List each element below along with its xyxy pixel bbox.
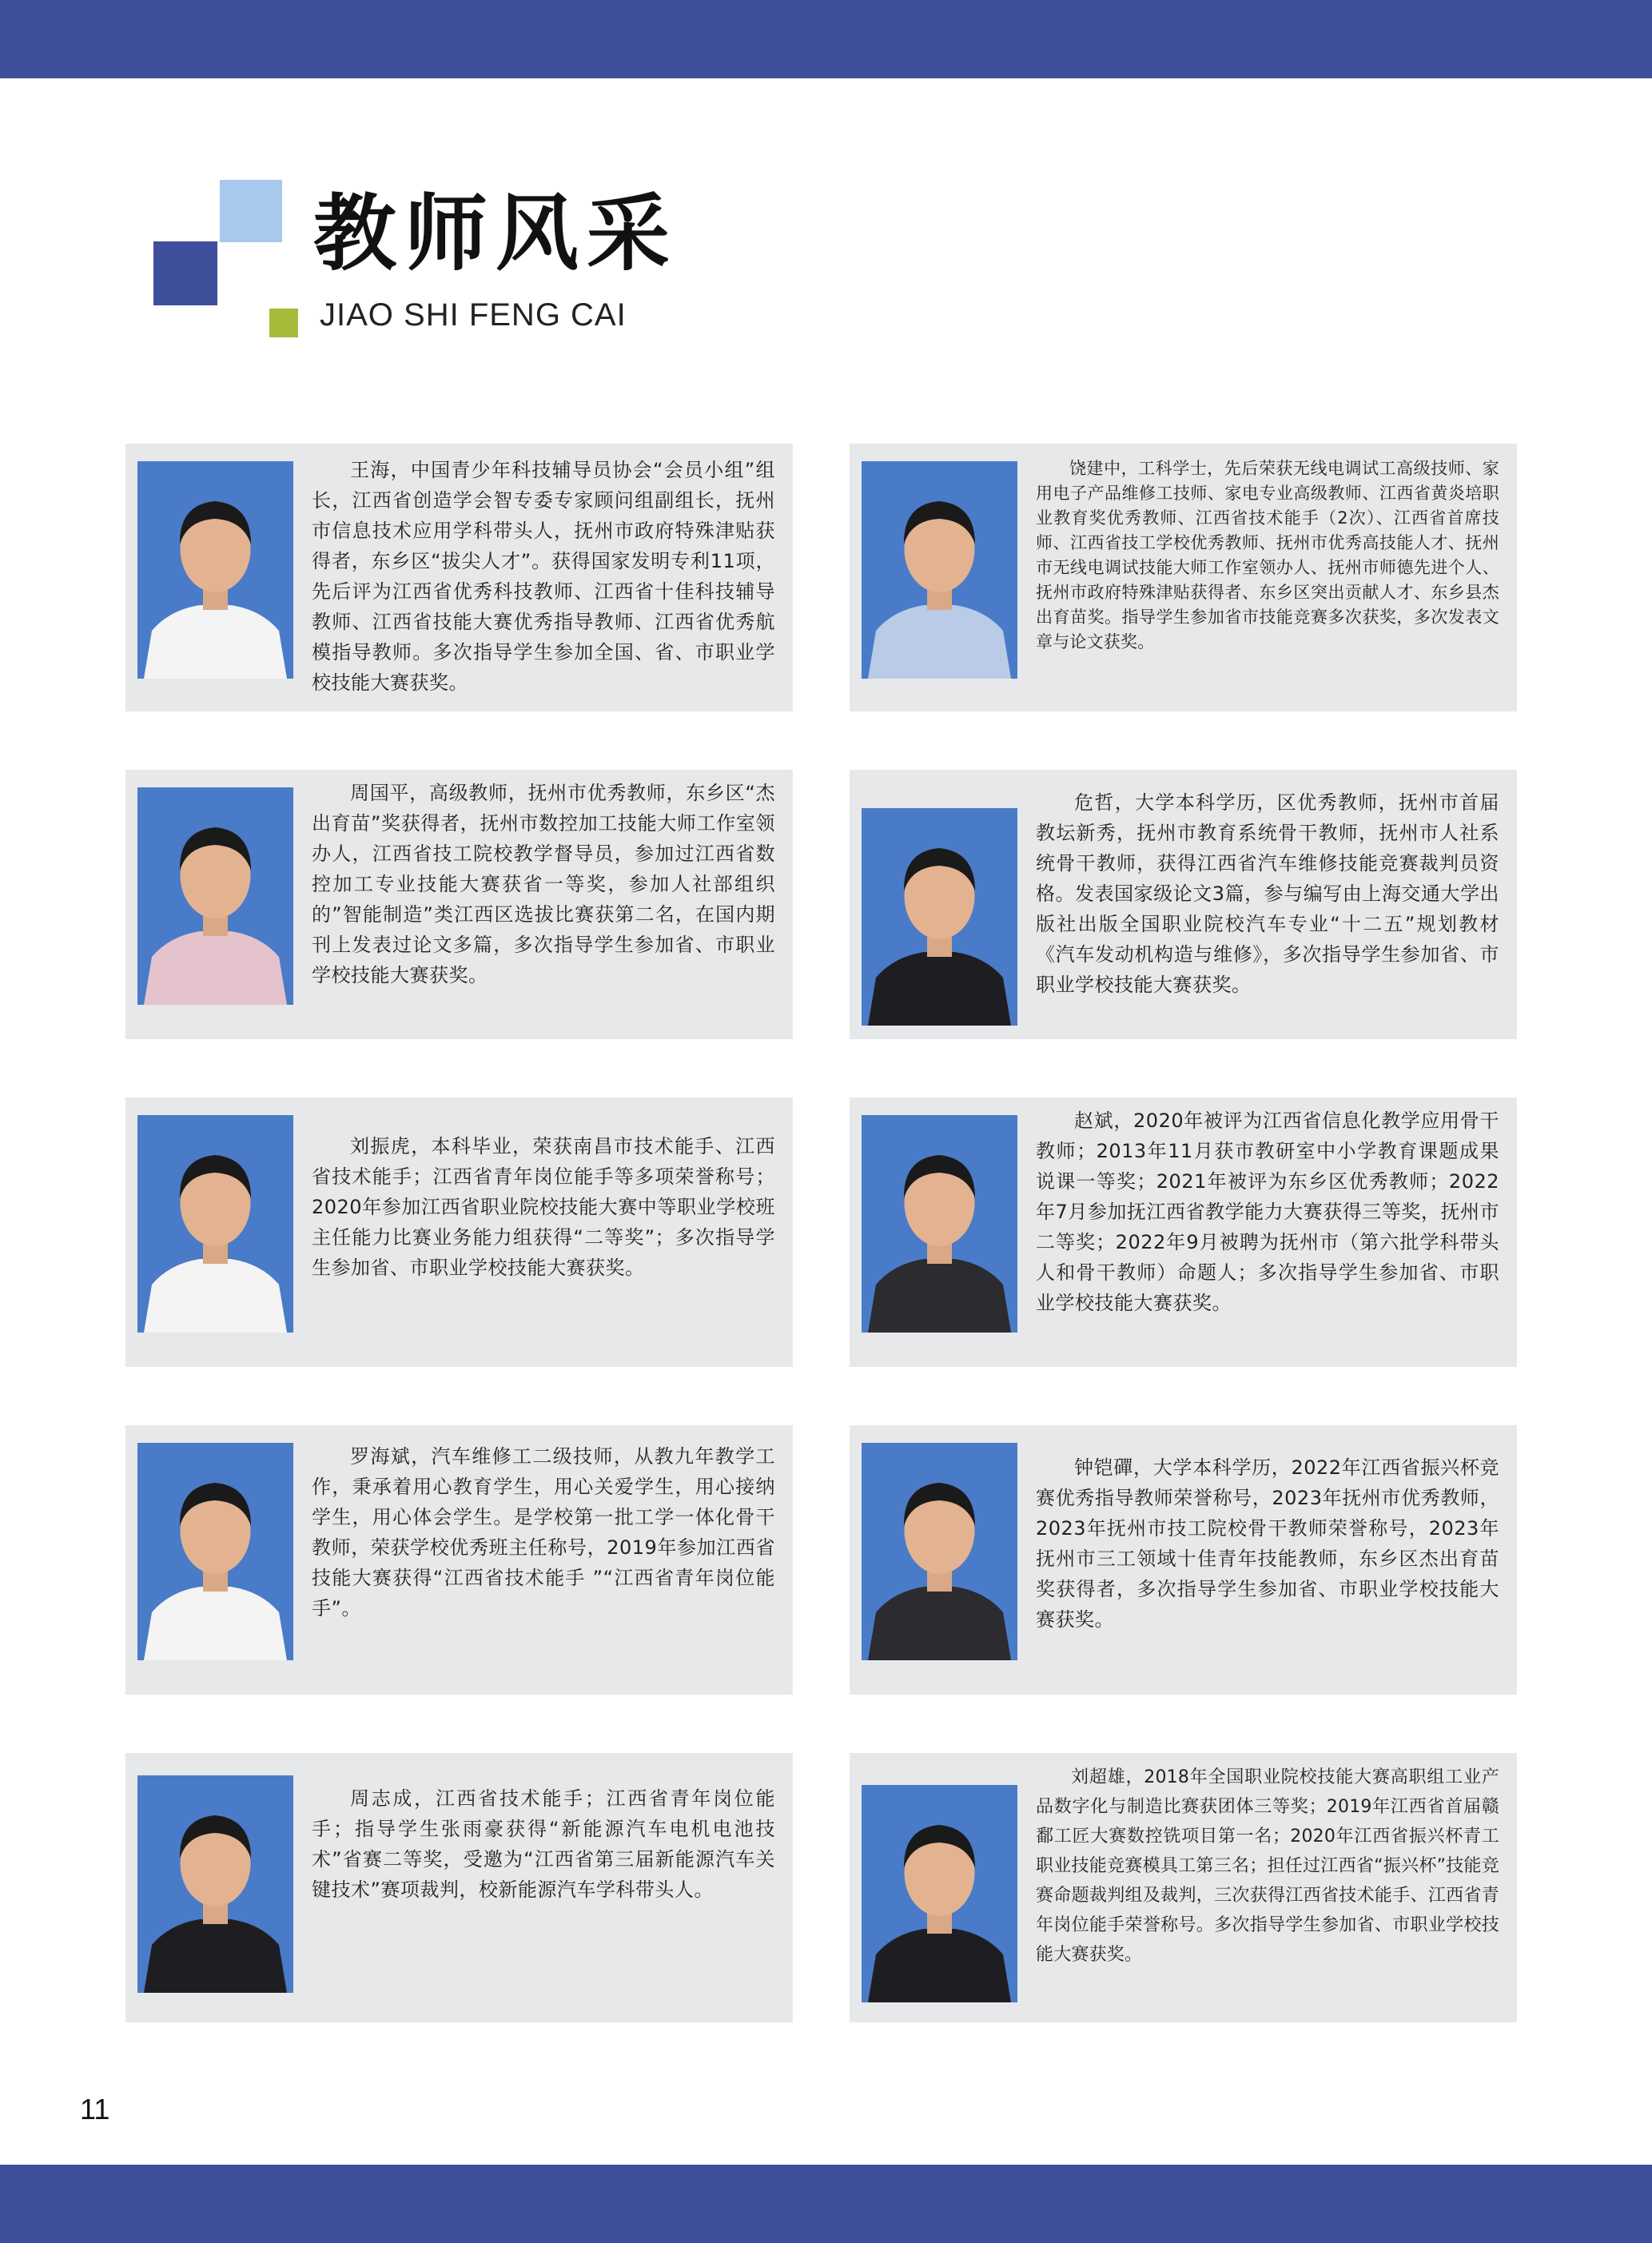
teacher-bio: 刘振虎，本科毕业，荣获南昌市技术能手、江西省技术能手；江西省青年岗位能手等多项荣誉称号；2020年参加江西省职业院校技能大赛中等职业学校班主任能力比赛业务能力组获得“二等奖”；多次指导学生参加省、市职业学校技能大赛获奖。 [312,1135,775,1279]
teacher-bio: 刘超雄，2018年全国职业院校技能大赛高职组工业产品数字化与制造比赛获团体三等奖；2019年江西省首届赣鄱工匠大赛数控铣项目第一名；2020年江西省振兴杯青工职业技能竞赛模具工第三名；担任过江西省“振兴杯”技能竞赛命题裁判组及裁判，三次获得江西省技术能手、江西省青年岗位能手荣誉称号。多次指导学生参加省、市职业学校技能大赛获奖。 [1036,1767,1499,1965]
teacher-card [850,1425,1517,1695]
decor-square-green [269,309,298,337]
teacher-card [850,444,1517,711]
teacher-card [125,444,793,711]
teacher-bio: 罗海斌，汽车维修工二级技师，从教九年教学工作，秉承着用心教育学生，用心关爱学生，用心接纳学生，用心体会学生。是学校第一批工学一体化骨干教师，荣获学校优秀班主任称号，2019年参加江西省技能大赛获得“江西省技术能手 ”“江西省青年岗位能手”。 [312,1445,775,1620]
decor-square-dark [153,241,217,305]
teacher-bio: 赵斌，2020年被评为江西省信息化教学应用骨干教师；2013年11月获市教研室中小学教育课题成果说课一等奖；2021年被评为东乡区优秀教师；2022年7月参加抚江西省教学能力大赛获得三等奖，抚州市二等奖；2022年9月被聘为抚州市（第六批学科带头人和骨干教师）命题人；多次指导学生参加省、市职业学校技能大赛获奖。 [1036,1110,1499,1314]
page-title: 教师风采 [313,185,679,282]
teacher-card [850,1753,1517,2022]
top-band [0,0,1652,78]
decor-square-light [220,180,282,242]
teacher-card [125,1098,793,1367]
teacher-photo [862,1115,1017,1333]
teacher-photo [137,461,293,679]
teacher-card [850,770,1517,1039]
teacher-photo [862,1785,1017,2002]
teacher-photo [862,461,1017,679]
teacher-photo [137,1443,293,1660]
teacher-photo [137,1775,293,1993]
teacher-card [125,1425,793,1695]
teacher-bio: 危哲，大学本科学历，区优秀教师，抚州市首届教坛新秀，抚州市教育系统骨干教师，抚州市人社系统骨干教师，获得江西省汽车维修技能竞赛裁判员资格。发表国家级论文3篇，参与编写由上海交通大学出版社出版全国职业院校汽车专业“十二五”规划教材《汽车发动机构造与维修》，多次指导学生参加省、市职业学校技能大赛获奖。 [1036,791,1499,996]
teacher-bio: 饶建中，工科学士，先后荣获无线电调试工高级技师、家用电子产品维修工技师、家电专业高级教师、江西省黄炎培职业教育奖优秀教师、江西省技术能手（2次）、江西省首席技师、江西省技工学校优秀教师、抚州市优秀高技能人才、抚州市无线电调试技能大师工作室领办人、抚州市师德先进个人、抚州市政府特殊津贴获得者、东乡区突出贡献人才、东乡县杰出育苗奖。指导学生参加省市技能竞赛多次获奖，多次发表文章与论文获奖。 [1036,459,1499,651]
bottom-band [0,2165,1652,2243]
teacher-photo [862,1443,1017,1660]
page-subtitle: JIAO SHI FENG CAI [320,297,627,333]
teacher-photo [137,1115,293,1333]
teacher-photo [862,808,1017,1026]
teacher-photo [137,787,293,1005]
teacher-card [125,1753,793,2022]
teacher-card [850,1098,1517,1367]
teacher-bio: 王海，中国青少年科技辅导员协会“会员小组”组长，江西省创造学会智专委专家顾问组副组长，抚州市信息技术应用学科带头人，抚州市政府特殊津贴获得者，东乡区“拔尖人才”。获得国家发明专利11项，先后评为江西省优秀科技教师、江西省十佳科技辅导教师、江西省技能大赛优秀指导教师、江西省优秀航模指导教师。多次指导学生参加全国、省、市职业学校技能大赛获奖。 [312,459,775,694]
teacher-bio: 周志成，江西省技术能手；江西省青年岗位能手；指导学生张雨豪获得“新能源汽车电机电池技术”省赛二等奖，受邀为“江西省第三届新能源汽车关键技术”赛项裁判，校新能源汽车学科带头人。 [312,1787,775,1901]
teacher-card [125,770,793,1039]
teacher-bio: 钟铠磾，大学本科学历，2022年江西省振兴杯竞赛优秀指导教师荣誉称号，2023年抚州市优秀教师，2023年抚州市技工院校骨干教师荣誉称号，2023年抚州市三工领域十佳青年技能教师，东乡区杰出育苗奖获得者，多次指导学生参加省、市职业学校技能大赛获奖。 [1036,1456,1499,1631]
page-number: 11 [80,2093,110,2125]
teacher-bio: 周国平，高级教师，抚州市优秀教师，东乡区“杰出育苗”奖获得者，抚州市数控加工技能大师工作室领办人，江西省技工院校教学督导员，参加过江西省数控加工专业技能大赛获省一等奖，参加人社部组织的”智能制造”类江西区选拔比赛获第二名，在国内期刊上发表过论文多篇，多次指导学生参加省、市职业学校技能大赛获奖。 [312,782,775,986]
